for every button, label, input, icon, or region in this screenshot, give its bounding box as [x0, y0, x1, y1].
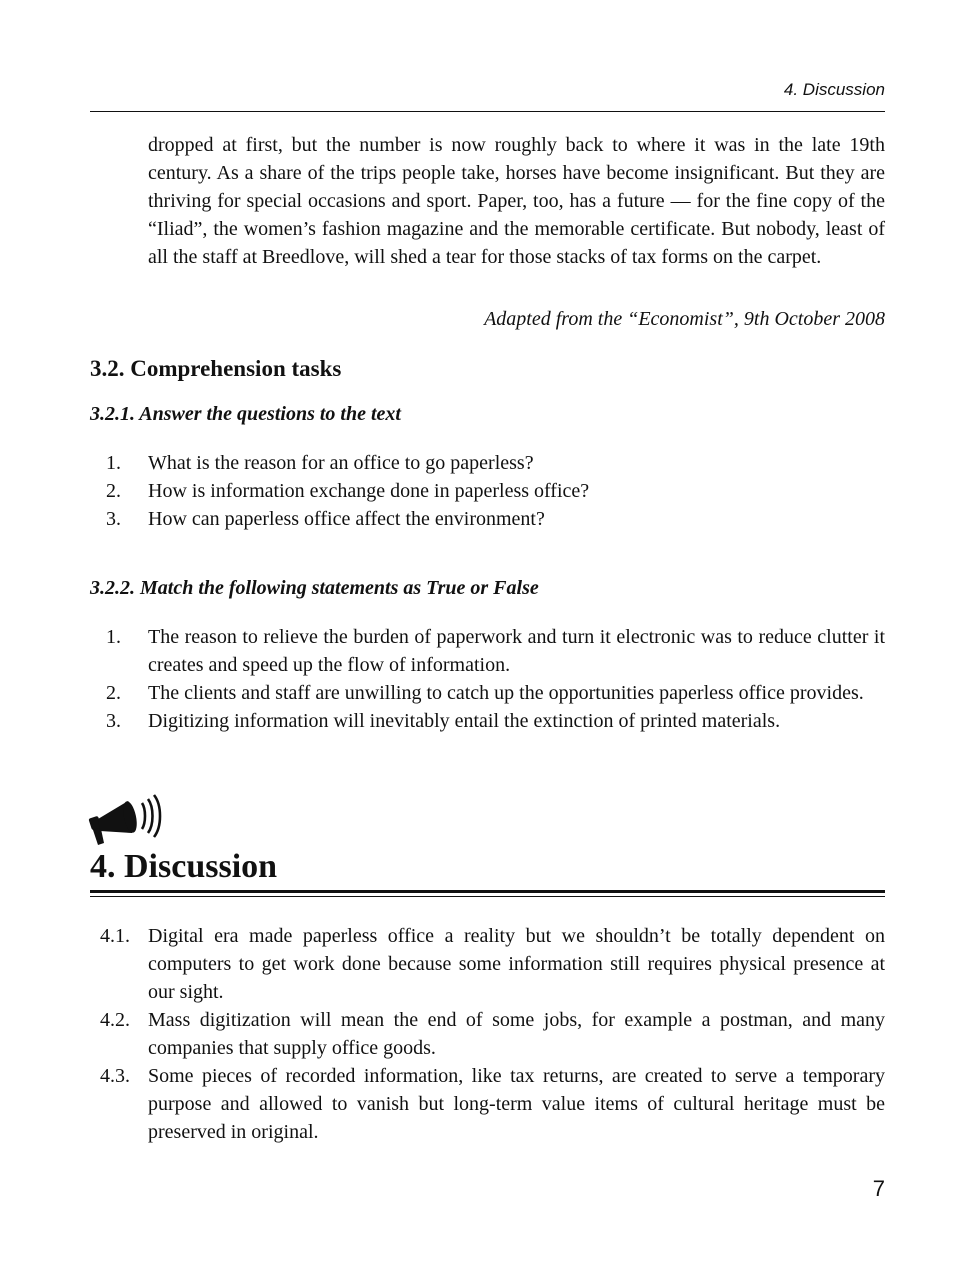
list-item-text: What is the reason for an office to go paperless? [148, 452, 534, 474]
article-source: Adapted from the “Economist”, 9th October 2008 [484, 308, 885, 330]
list-item-text: Mass digitization will mean the end of some jobs, for example a postman, and many companies that supply office goods. [148, 1009, 885, 1059]
megaphone-icon [88, 793, 168, 849]
list-item-number: 2. [106, 480, 121, 502]
list-item-number: 2. [106, 682, 121, 704]
list-item-text: The reason to relieve the burden of paperwork and turn it electronic was to reduce clutter it creates and speed up the flow of information. [148, 626, 885, 676]
list-item-number: 4.2. [100, 1009, 130, 1031]
chapter-divider [90, 896, 885, 897]
chapter-title: 4. Discussion [90, 848, 278, 885]
page-number: 7 [872, 1176, 885, 1201]
list-item-number: 1. [106, 626, 121, 648]
running-header: 4. Discussion [783, 80, 885, 99]
article-paragraph: dropped at first, but the number is now roughly back to where it was in the late 19th century. As a share of the trips people take, horses have become insignificant. But they are thriving for special occasions and sport. Paper, too, has a future — for the fine copy of the “Iliad”, the women’s fashion magazine and the memorable certificate. But nobody, least of all the staff at Breedlove, will shed a tear for those stacks of tax forms on the carpet. [148, 134, 885, 268]
subheading-true-false: 3.2.2. Match the following statements as True or False [90, 577, 539, 599]
list-item-number: 4.3. [100, 1065, 130, 1087]
list-item-text: How is information exchange done in paperless office? [148, 480, 590, 502]
list-item [90, 1006, 885, 1062]
list-item-number: 3. [106, 508, 121, 530]
list-item [90, 707, 885, 735]
list-item-text: Digitizing information will inevitably entail the extinction of printed materials. [148, 710, 781, 732]
list-item-number: 1. [106, 452, 121, 474]
list-item-text: How can paperless office affect the environment? [148, 508, 545, 530]
subheading-questions: 3.2.1. Answer the questions to the text [90, 403, 401, 425]
true-false-list [90, 623, 885, 735]
header-divider [90, 111, 885, 112]
list-item [90, 922, 885, 1006]
chapter-divider [90, 890, 885, 893]
list-item [90, 449, 885, 477]
discussion-list [90, 922, 885, 1146]
list-item-number: 3. [106, 710, 121, 732]
list-item [90, 505, 885, 533]
section-heading-comprehension: 3.2. Comprehension tasks [90, 356, 342, 381]
list-item [90, 477, 885, 505]
list-item-text: Digital era made paperless office a reality but we shouldn’t be totally dependent on computers to get work done because some information still requires physical presence at our sight. [148, 925, 885, 1003]
list-item-text: The clients and staff are unwilling to catch up the opportunities paperless office provides. [148, 682, 864, 704]
list-item-number: 4.1. [100, 925, 130, 947]
list-item [90, 1062, 885, 1146]
list-item [90, 679, 885, 707]
list-item [90, 623, 885, 679]
list-item-text: Some pieces of recorded information, like tax returns, are created to serve a temporary purpose and allowed to vanish but long-term value items of cultural heritage must be preserved in original. [148, 1065, 885, 1143]
questions-list [90, 449, 885, 533]
